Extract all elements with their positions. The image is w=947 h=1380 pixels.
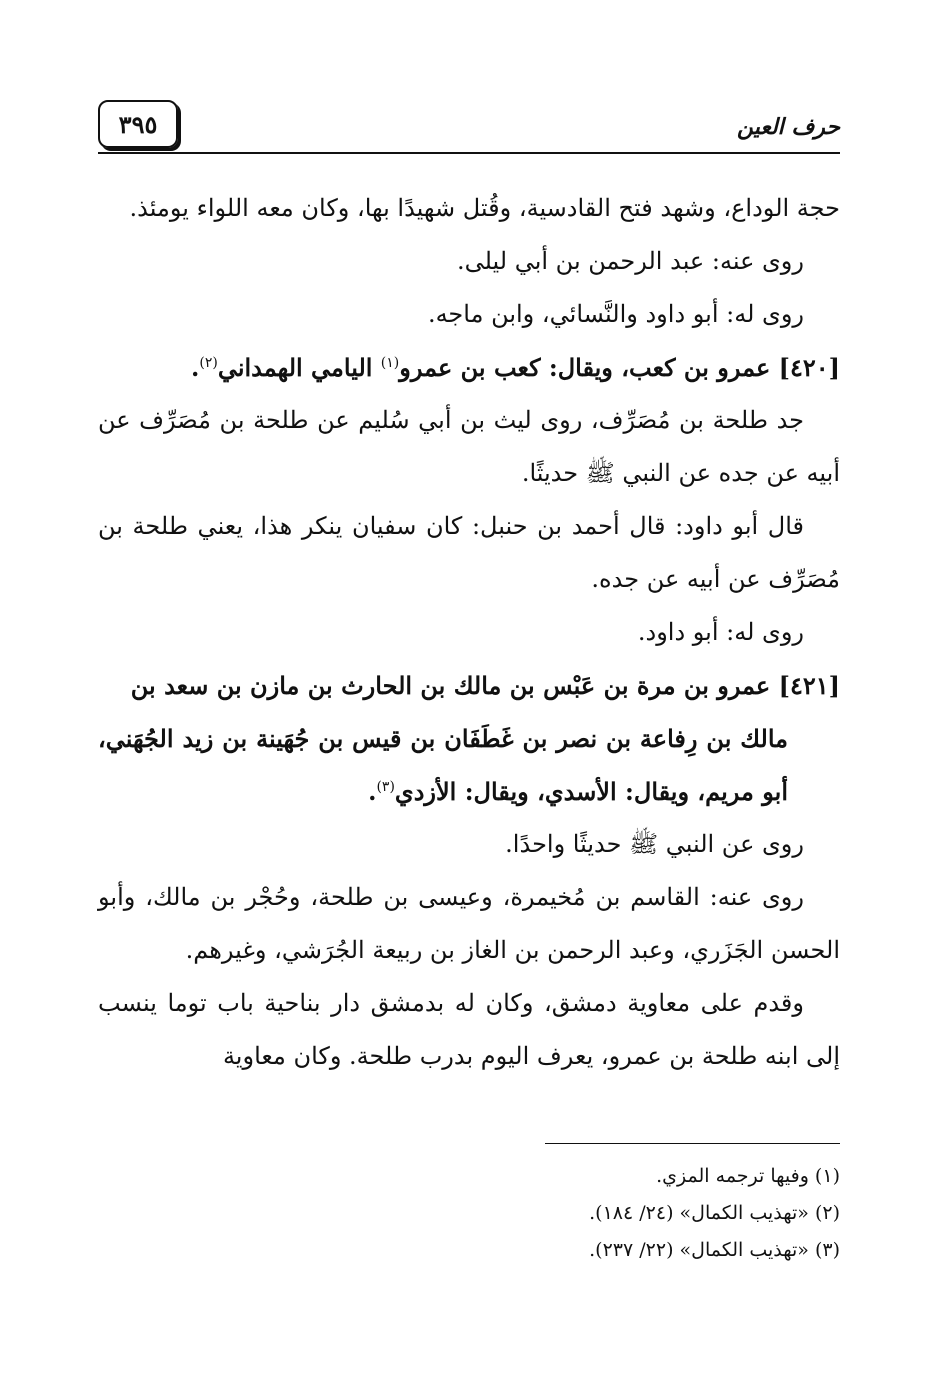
footnote-ref-1: (١) — [380, 355, 400, 371]
footnote-1: (١) وفيها ترجمه المزي. — [656, 1165, 840, 1187]
page-number: ٣٩٥ — [98, 100, 178, 148]
entry-421-biography: وقدم على معاوية دمشق، وكان له بدمشق دار بناحية باب توما ينسب إلى ابنه طلحة بن عمرو، يعرف اليوم بدرب طلحة. وكان معاوية — [98, 989, 840, 1070]
narrators-from-him: روى عنه: عبد الرحمن بن أبي ليلى. — [456, 247, 804, 275]
footnote-separator — [545, 1143, 840, 1144]
paragraph-continuation: حجة الوداع، وشهد فتح القادسية، وقُتل شهيدًا بها، وكان معه اللواء يومئذ. — [129, 194, 840, 222]
entry-421-heading — [98, 659, 840, 818]
entry-421-line1: [٤٢١] عمرو بن مرة بن عَبْس بن مالك بن الحارث بن مازن بن سعد بن — [130, 671, 840, 700]
entry-421-narrated-from: روى عن النبي ﷺ حديثًا واحدًا. — [505, 830, 804, 858]
entry-420-heading — [98, 341, 840, 394]
footnote-ref-3: (٣) — [376, 779, 395, 795]
footnote-2: (٢) «تهذيب الكمال» (٢٤/ ١٨٤). — [589, 1202, 840, 1224]
entry-420-narrated-by: روى له: أبو داود. — [637, 618, 804, 646]
footnote-3: (٣) «تهذيب الكمال» (٢٢/ ٢٣٧). — [589, 1239, 840, 1261]
entry-421-narrators: روى عنه: القاسم بن مُخيمرة، وعيسى بن طلحة، وحُجْر بن مالك، وأبو الحسن الجَزَري، وعبد الرحمن بن الغاز بن ربيعة الجُرَشي، وغيرهم. — [98, 883, 840, 964]
entry-420-name: [٤٢٠] عمرو بن كعب، ويقال: كعب بن عمرو — [399, 353, 840, 382]
header-rule — [98, 152, 840, 154]
main-text — [98, 182, 840, 1083]
footnotes — [98, 1158, 840, 1269]
page-header — [98, 96, 840, 158]
entry-420-nisba: اليامي الهمداني — [217, 353, 381, 382]
narrated-by: روى له: أبو داود والنَّسائي، وابن ماجه. — [427, 300, 804, 328]
entry-420-remark: قال أبو داود: قال أحمد بن حنبل: كان سفيان ينكر هذا، يعني طلحة بن مُصَرِّف عن أبيه عن جده. — [98, 512, 840, 593]
entry-421-end: . — [368, 777, 377, 806]
entry-420-text: جد طلحة بن مُصَرِّف، روى ليث بن أبي سُليم عن طلحة بن مُصَرِّف عن أبيه عن جده عن النبي ﷺ حديثًا. — [98, 406, 840, 487]
footnote-ref-2: (٢) — [199, 355, 218, 371]
running-title: حرف العين — [736, 114, 840, 140]
entry-421-lineage: مالك بن رِفاعة بن نصر بن غَطَفَان بن قيس بن جُهَينة بن زيد الجُهَني، أبو مريم، ويقال: الأسدي، ويقال: الأزدي — [98, 724, 788, 806]
entry-420-end: . — [190, 353, 200, 382]
